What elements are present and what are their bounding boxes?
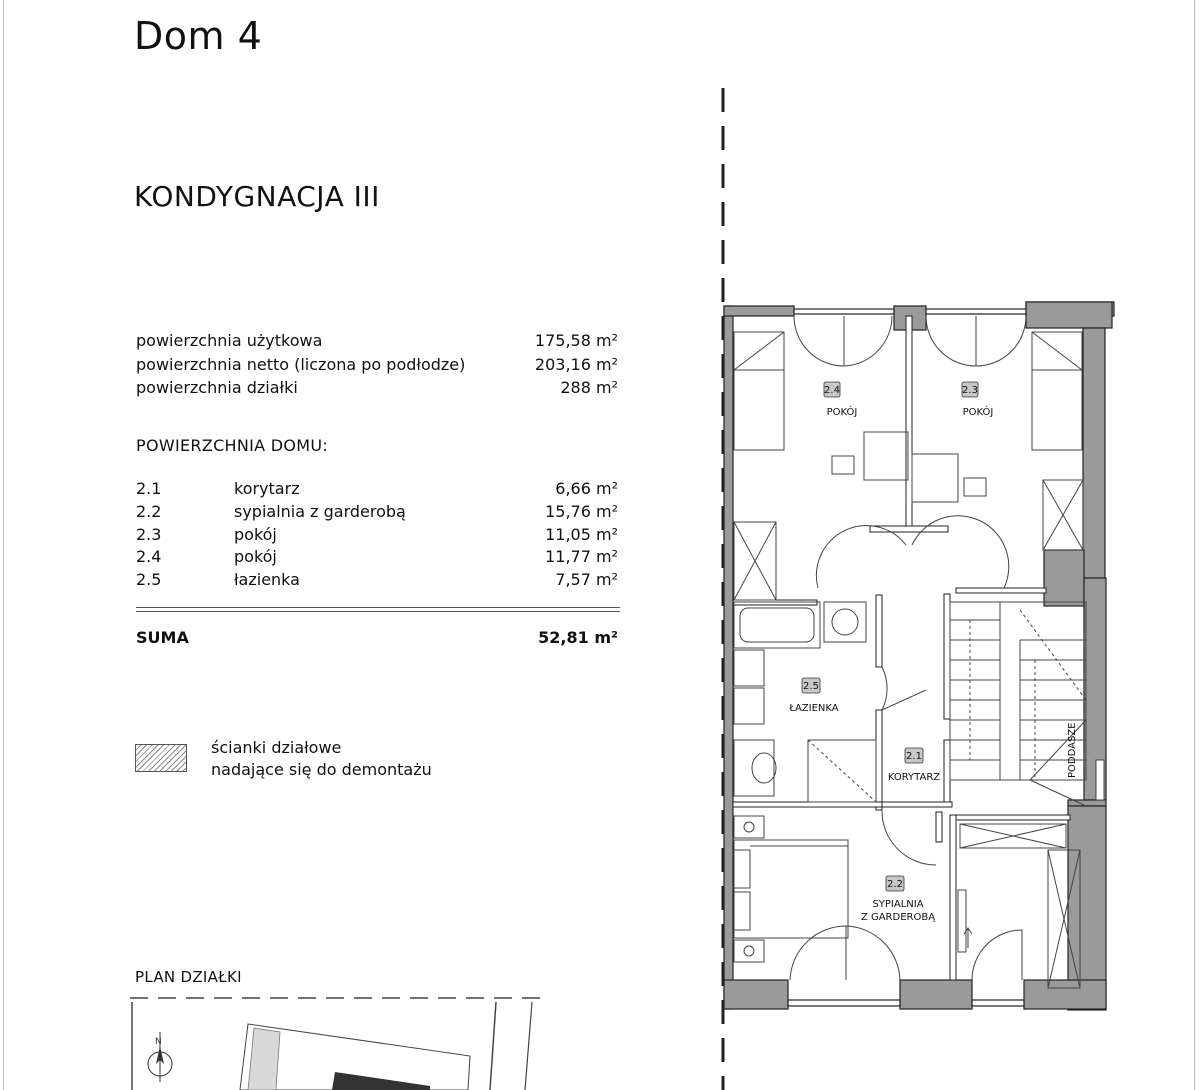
site-plan (130, 994, 550, 1090)
room-row (136, 478, 618, 500)
room-row (136, 546, 618, 568)
room-name: korytarz (234, 479, 300, 498)
stair-label (1067, 723, 1078, 778)
room-label-2-1 (888, 748, 940, 783)
room-area: 7,57 m² (555, 570, 618, 589)
room-area: 11,77 m² (545, 547, 618, 566)
bathroom-fixtures (734, 602, 876, 802)
room-name: pokój (234, 525, 277, 544)
legend-line: ścianki działowe (211, 738, 342, 757)
room-row (136, 501, 618, 523)
house-area-heading: POWIERZCHNIA DOMU: (136, 436, 329, 455)
sum-label: SUMA (136, 628, 189, 647)
room-name: pokój (234, 547, 277, 566)
staircase (950, 602, 1086, 806)
north-arrow-icon (148, 1032, 172, 1082)
room-label-2-4 (824, 382, 857, 418)
room-number: 2.1 (136, 479, 162, 498)
room-label-2-2 (861, 876, 936, 923)
room-label-2-3 (962, 382, 993, 418)
svg-text:PODDASZE: PODDASZE (1067, 722, 1078, 778)
area-label: powierzchnia netto (liczona po podłodze) (136, 355, 466, 374)
room-name: łazienka (234, 570, 300, 589)
legend-line: nadające się do demontażu (211, 760, 432, 779)
svg-text:POKÓJ: POKÓJ (826, 407, 858, 418)
area-row (136, 377, 618, 399)
room-label-2-5 (788, 678, 838, 714)
room-2-4-furniture (734, 316, 908, 600)
svg-text:2.2: 2.2 (887, 879, 903, 890)
svg-text:2.5: 2.5 (803, 681, 819, 692)
room-number: 2.5 (136, 570, 162, 589)
svg-text:Z GARDEROBĄ: Z GARDEROBĄ (860, 912, 936, 923)
svg-text:POKÓJ: POKÓJ (962, 407, 994, 418)
room-number: 2.3 (136, 525, 162, 544)
room-number: 2.4 (136, 547, 162, 566)
partition-wall-swatch (135, 744, 187, 772)
room-2-3-furniture (912, 316, 1083, 550)
area-row (136, 330, 618, 352)
svg-text:2.3: 2.3 (962, 385, 978, 396)
floor-plan (700, 80, 1120, 1090)
room-area: 6,66 m² (555, 479, 618, 498)
floor-title: KONDYGNACJA III (134, 180, 380, 213)
site-plan-label: PLAN DZIAŁKI (135, 968, 242, 986)
page-border-left (3, 0, 4, 1090)
sum-divider (136, 611, 620, 612)
area-value: 288 m² (560, 378, 618, 397)
room-number: 2.2 (136, 502, 162, 521)
svg-text:SYPIALNIA: SYPIALNIA (872, 899, 924, 910)
area-value: 175,58 m² (534, 331, 618, 350)
page-title: Dom 4 (134, 14, 263, 58)
svg-text:N: N (155, 1037, 162, 1047)
svg-text:2.1: 2.1 (906, 751, 922, 762)
room-area: 15,76 m² (545, 502, 618, 521)
room-name: sypialnia z garderobą (234, 502, 406, 521)
area-label: powierzchnia działki (136, 378, 298, 397)
sum-divider (136, 607, 620, 608)
area-label: powierzchnia użytkowa (136, 331, 323, 350)
room-row (136, 524, 618, 546)
page-border-right (1194, 0, 1195, 1090)
legend-text (211, 737, 432, 781)
area-row (136, 354, 618, 376)
room-area: 11,05 m² (545, 525, 618, 544)
svg-text:KORYTARZ: KORYTARZ (887, 772, 941, 783)
door-swings (816, 516, 1008, 865)
sum-value: 52,81 m² (538, 628, 618, 647)
room-row (136, 569, 618, 591)
area-value: 203,16 m² (534, 355, 618, 374)
svg-text:2.4: 2.4 (824, 385, 840, 396)
window (1096, 760, 1104, 800)
svg-text:ŁAZIENKA: ŁAZIENKA (789, 703, 839, 714)
